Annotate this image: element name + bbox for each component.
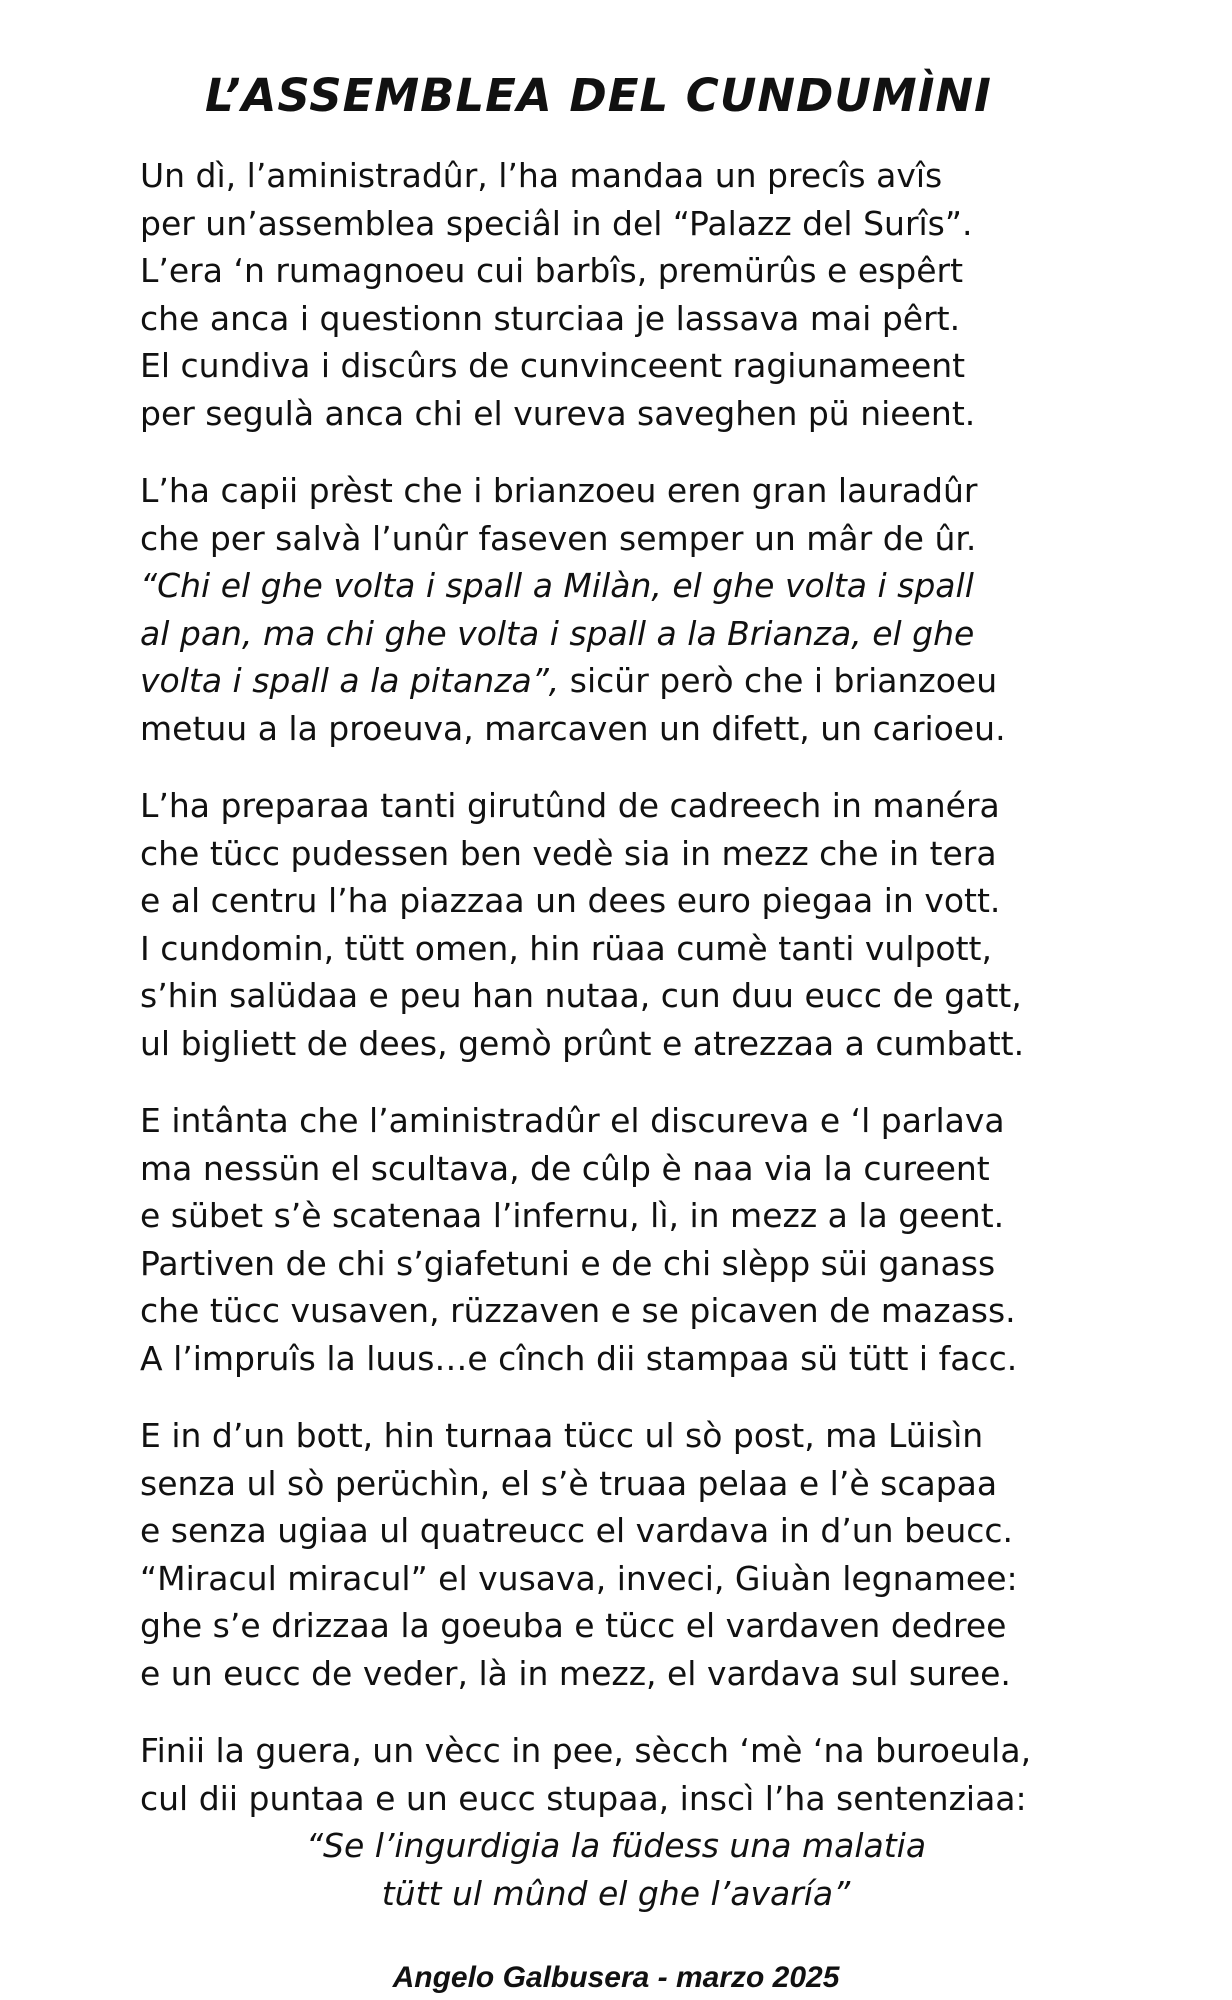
stanza-2 [140, 467, 1140, 752]
verse-line: L’era ‘n rumagnoeu cui barbîs, premürûs e espêrt [140, 251, 964, 290]
verse-line: ghe s’e drizzaa la goeuba e tücc el vardaven dedree [140, 1606, 1007, 1645]
verse-line: I cundomin, tütt omen, hin rüaa cumè tanti vulpott, [140, 928, 992, 968]
verse-line: che anca i questionn sturciaa je lassava mai pêrt. [140, 298, 961, 338]
verse-line: L’ha preparaa tanti girutûnd de cadreech in manéra [140, 786, 1000, 825]
verse-line: E in d’un bott, hin turnaa tücc ul sò post, ma Lüisìn [140, 1416, 984, 1455]
closing-quote-line: “Se l’ingurdigia la füdess una malatia [305, 1826, 927, 1865]
verse-line: che tücc pudessen ben vedè sia in mezz che in tera [140, 833, 997, 873]
stanza-4 [140, 1097, 1140, 1382]
verse-line: e un eucc de veder, là in mezz, el vardava sul suree. [140, 1653, 1011, 1693]
verse-line: ma nessün el scultava, de cûlp è naa via la cureent [140, 1148, 990, 1188]
verse-line: E intânta che l’aministradûr el discureva e ‘l parlava [140, 1101, 1005, 1140]
verse-line-mixed [140, 657, 1140, 705]
verse-quote-end: volta i spall a la pitanza”, [140, 661, 560, 700]
verse-line: e sübet s’è scatenaa l’infernu, lì, in mezz a la geent. [140, 1196, 1005, 1235]
verse-line: senza ul sò perüchìn, el s’è truaa pelaa e l’è scapaa [140, 1463, 998, 1503]
verse-line: per un’assemblea speciâl in del “Palazz del Surîs”. [140, 203, 973, 243]
stanza-3 [140, 782, 1140, 1067]
verse-line: ul bigliett de dees, gemò prûnt e atrezzaa a cumbatt. [140, 1023, 1025, 1063]
verse-line: Finii la guera, un vècc in pee, sècch ‘mè ‘na buroeula, [140, 1731, 1032, 1770]
closing-quote-line: tütt ul mûnd el ghe l’avaría” [381, 1873, 851, 1913]
verse-line: “Miracul miracul” el vusava, inveci, Giuàn legnamee: [140, 1558, 1018, 1598]
verse-line: A l’impruîs la luus…e cînch dii stampaa sü tütt i facc. [140, 1338, 1018, 1378]
closing-quote [0, 1822, 1232, 1917]
verse-line: cul dii puntaa e un eucc stupaa, inscì l’ha sentenziaa: [140, 1778, 1027, 1818]
verse-line: per segulà anca chi el vureva saveghen pü nieent. [140, 393, 976, 433]
verse-line: metuu a la proeuva, marcaven un difett, un carioeu. [140, 708, 1006, 748]
verse-line: e al centru l’ha piazzaa un dees euro piegaa in vott. [140, 881, 1001, 920]
verse-quote-continuation: sicür però che i brianzoeu [559, 661, 998, 700]
verse-line: L’ha capii prèst che i brianzoeu eren gran lauradûr [140, 471, 978, 510]
verse-line: che tücc vusaven, rüzzaven e se picaven de mazass. [140, 1291, 1016, 1330]
verse-line: che per salvà l’unûr faseven semper un mâr de ûr. [140, 518, 977, 558]
poem-title: L’ASSEMBLEA DEL CUNDUMÌNI [205, 69, 992, 122]
stanza-5 [140, 1412, 1140, 1697]
verse-line: s’hin salüdaa e peu han nutaa, cun duu eucc de gatt, [140, 976, 1022, 1015]
verse-line: El cundiva i discûrs de cunvinceent ragiunameent [140, 346, 966, 385]
verse-line: e senza ugiaa ul quatreucc el vardava in d’un beucc. [140, 1511, 1014, 1550]
verse-line: Un dì, l’aministradûr, l’ha mandaa un precîs avîs [140, 156, 943, 195]
verse-line-quote: “Chi el ghe volta i spall a Milàn, el ghe volta i spall [140, 566, 974, 605]
author-signature: Angelo Galbusera - marzo 2025 [392, 1961, 840, 1994]
verse-line: Partiven de chi s’giafetuni e de chi slèpp süi ganass [140, 1243, 996, 1283]
stanza-6 [140, 1727, 1140, 1822]
verse-line-quote: al pan, ma chi ghe volta i spall a la Brianza, el ghe [140, 613, 975, 653]
stanza-1 [140, 152, 1140, 437]
